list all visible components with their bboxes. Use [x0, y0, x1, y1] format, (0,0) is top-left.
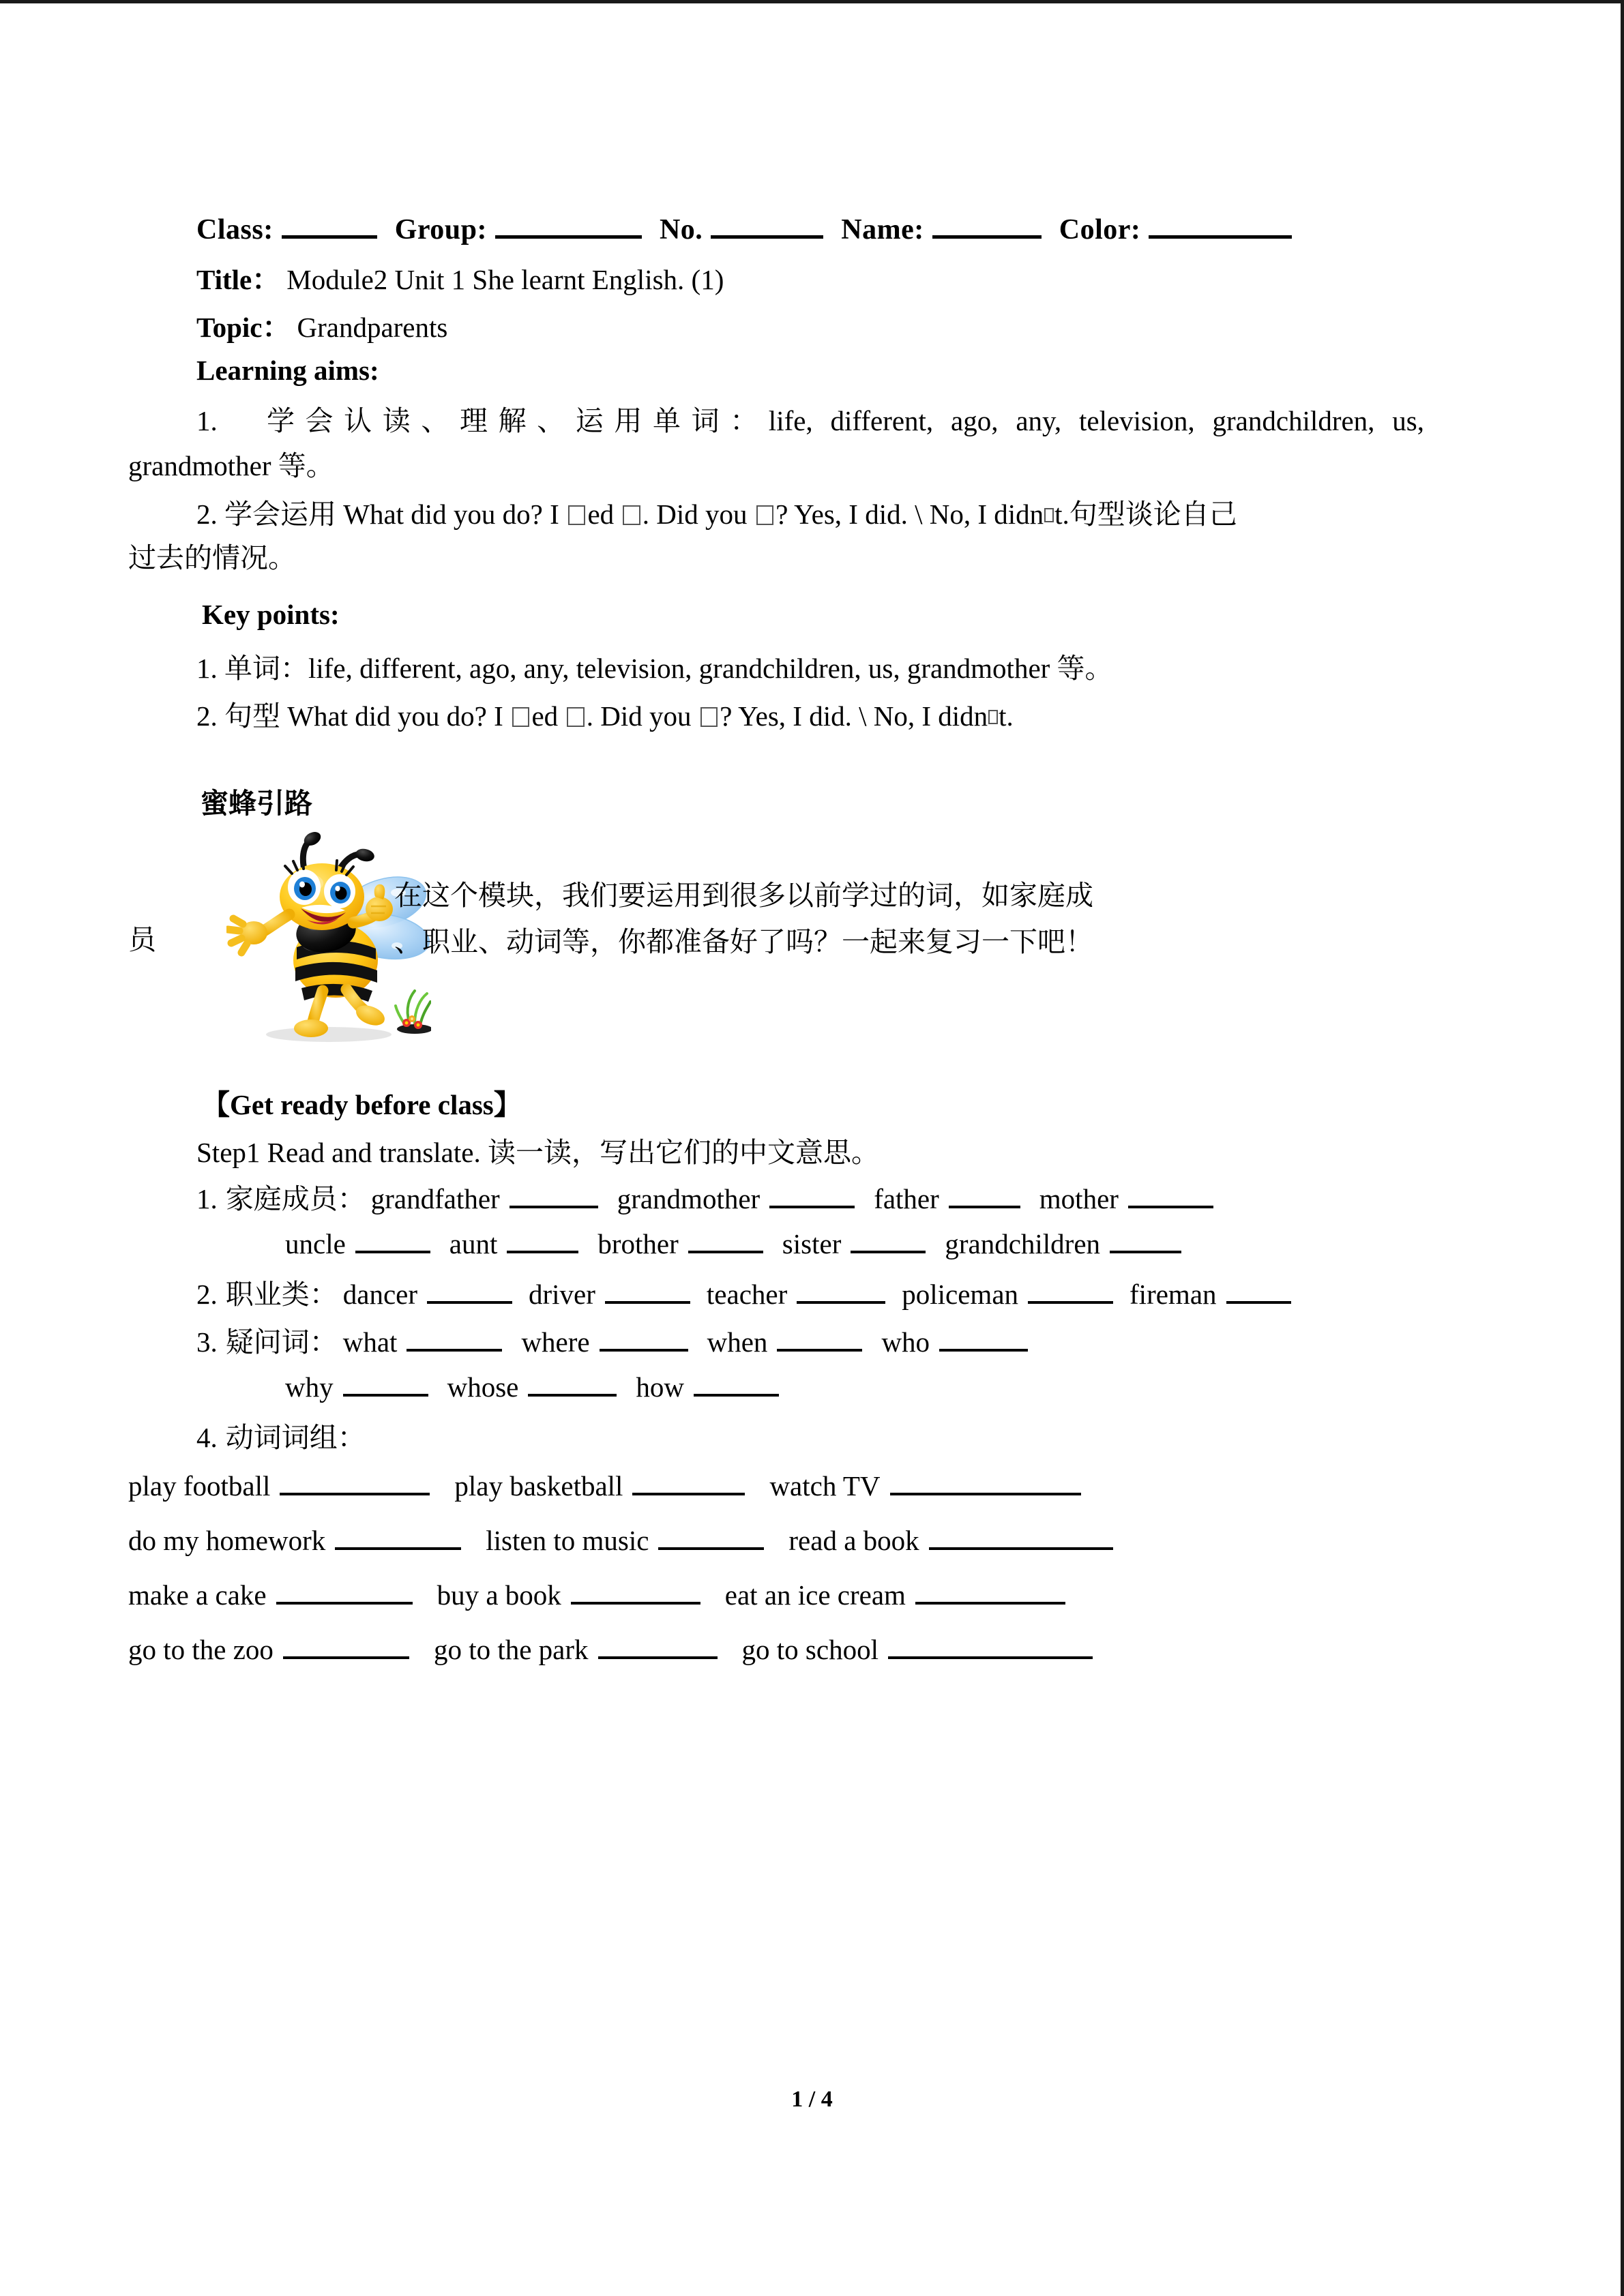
- exercise-word: go to the zoo: [128, 1633, 274, 1665]
- page-footer: [0, 2087, 1624, 2113]
- answer-blank[interactable]: [632, 1466, 745, 1495]
- exercise-word: teacher: [706, 1279, 788, 1310]
- title-row: [196, 257, 724, 297]
- exercise-word: listen to music: [486, 1524, 649, 1556]
- answer-blank[interactable]: [507, 1224, 578, 1253]
- answer-blank[interactable]: [939, 1322, 1028, 1352]
- answer-blank[interactable]: [276, 1575, 413, 1605]
- answer-blank[interactable]: [658, 1521, 764, 1550]
- bee-text-line-1: 在这个模块，我们要运用到很多以前学过的词，如家庭成: [394, 880, 1093, 911]
- exercise-word: read a book: [788, 1524, 919, 1556]
- verb-phrase-row-4: [128, 1630, 1094, 1666]
- header-field-label-3: Name:: [841, 213, 924, 245]
- answer-blank[interactable]: [571, 1575, 700, 1605]
- answer-blank[interactable]: [283, 1630, 409, 1659]
- exercise-word: fireman: [1130, 1279, 1217, 1310]
- exercise-category: 动词词组：: [225, 1422, 366, 1453]
- bee-text-prefix: 员: [128, 924, 156, 955]
- answer-blank[interactable]: [851, 1224, 926, 1253]
- answer-blank[interactable]: [1028, 1274, 1113, 1304]
- answer-blank[interactable]: [427, 1274, 512, 1304]
- header-field-blank-1[interactable]: [495, 208, 642, 239]
- exercise-1-row-1: [196, 1176, 1215, 1217]
- page-number: 1 / 4: [791, 2087, 833, 2112]
- answer-blank[interactable]: [280, 1466, 430, 1495]
- topic-label: Topic：: [196, 312, 291, 343]
- missing-glyph-box: [623, 505, 640, 525]
- topic-row: [196, 305, 447, 345]
- header-field-label-0: Class:: [196, 213, 274, 245]
- exercise-word: uncle: [285, 1227, 346, 1259]
- answer-blank[interactable]: [1226, 1274, 1291, 1304]
- exercise-word: what: [342, 1326, 398, 1358]
- exercise-4-heading: [196, 1415, 366, 1455]
- exercise-word: go to school: [741, 1633, 879, 1665]
- aim2-part1: 2. 学会运用 What did you do? I: [196, 498, 567, 530]
- learning-aims-item-2-cont: 过去的情况。: [128, 542, 296, 573]
- answer-blank[interactable]: [407, 1322, 502, 1352]
- key2-part1: 2. 句型 What did you do? I: [196, 700, 511, 732]
- exercise-3-row-1: [196, 1320, 1029, 1360]
- missing-glyph-box: [756, 505, 773, 525]
- header-field-blank-0[interactable]: [282, 208, 377, 239]
- missing-glyph-box: [567, 707, 584, 727]
- answer-blank[interactable]: [797, 1274, 885, 1304]
- header-field-label-2: No.: [659, 213, 703, 245]
- step1-instruction: Step1 Read and translate. 读一读，写出它们的中文意思。: [196, 1137, 879, 1168]
- missing-glyph-box: [512, 707, 529, 727]
- answer-blank[interactable]: [890, 1466, 1081, 1495]
- topic-value: Grandparents: [297, 312, 448, 343]
- exercise-word: eat an ice cream: [724, 1579, 906, 1611]
- key2-part4: ? Yes, I did. \ No, I didn: [720, 700, 988, 732]
- exercise-word: do my homework: [128, 1524, 326, 1556]
- verb-phrase-row-3: [128, 1575, 1067, 1611]
- exercise-number: 1.: [196, 1183, 218, 1214]
- learning-aims-item-2: [196, 494, 1431, 534]
- exercise-word: grandchildren: [945, 1227, 1101, 1259]
- exercise-word: make a cake: [128, 1579, 267, 1611]
- exercise-word: why: [285, 1371, 334, 1403]
- answer-blank[interactable]: [605, 1274, 690, 1304]
- answer-blank[interactable]: [929, 1521, 1113, 1550]
- header-field-label-4: Color:: [1059, 213, 1141, 245]
- exercise-word: buy a book: [437, 1579, 561, 1611]
- key-points-item-2: [196, 694, 1014, 734]
- exercise-word: aunt: [449, 1227, 498, 1259]
- exercise-word: go to the park: [433, 1633, 589, 1665]
- key2-part2: ed: [531, 700, 565, 732]
- answer-blank[interactable]: [600, 1322, 688, 1352]
- exercise-word: when: [707, 1326, 768, 1358]
- answer-blank[interactable]: [343, 1367, 428, 1397]
- exercise-number: 3.: [196, 1326, 218, 1358]
- missing-glyph-box: [700, 707, 718, 727]
- aim2-part2: ed: [587, 498, 621, 530]
- aim2-part3: . Did you: [642, 498, 754, 530]
- exercise-category: 疑问词：: [225, 1326, 338, 1358]
- header-field-blank-3[interactable]: [932, 208, 1042, 239]
- exercise-word: play football: [128, 1470, 271, 1502]
- exercise-category: 职业类：: [225, 1279, 338, 1310]
- exercise-word: father: [874, 1183, 939, 1214]
- exercise-3-row-2: [285, 1367, 780, 1403]
- answer-blank[interactable]: [769, 1179, 855, 1208]
- answer-blank[interactable]: [598, 1630, 718, 1659]
- answer-blank[interactable]: [888, 1630, 1093, 1659]
- exercise-word: grandmother: [617, 1183, 761, 1214]
- exercise-number: 4.: [196, 1422, 218, 1453]
- exercise-word: grandfather: [370, 1183, 500, 1214]
- exercise-word: policeman: [902, 1279, 1019, 1310]
- exercise-word: dancer: [342, 1279, 417, 1310]
- aim2-part4: ? Yes, I did. \ No, I didn: [776, 498, 1044, 530]
- exercise-word: watch TV: [769, 1470, 881, 1502]
- header-field-blank-4[interactable]: [1149, 208, 1292, 239]
- missing-glyph-box: [568, 505, 585, 525]
- exercise-word: how: [636, 1371, 684, 1403]
- verb-phrase-row-1: [128, 1466, 1082, 1502]
- exercise-2-row-1: [196, 1272, 1293, 1312]
- learning-aims-item-1: 1. 学会认读、理解、运用单词：life, different, ago, any, television, grandchildren, us,: [196, 405, 1424, 436]
- answer-blank[interactable]: [777, 1322, 862, 1352]
- answer-blank[interactable]: [688, 1224, 763, 1253]
- header-field-blank-2[interactable]: [711, 208, 823, 239]
- missing-apostrophe-box: [988, 710, 998, 724]
- exercise-word: play basketball: [454, 1470, 623, 1502]
- verb-phrase-row-2: [128, 1521, 1114, 1557]
- answer-blank[interactable]: [949, 1179, 1020, 1208]
- answer-blank[interactable]: [510, 1179, 598, 1208]
- key2-part5: t.: [999, 700, 1014, 732]
- exercise-word: brother: [597, 1227, 679, 1259]
- bee-text-line-2: 、职业、动词等，你都准备好了吗？一起来复习一下吧！: [394, 926, 1093, 957]
- title-label: Title：: [196, 264, 280, 295]
- exercise-word: mother: [1039, 1183, 1119, 1214]
- header-field-label-1: Group:: [394, 213, 487, 245]
- get-ready-heading: 【Get ready before class】: [202, 1089, 522, 1120]
- student-info-header: [196, 208, 1293, 246]
- answer-blank[interactable]: [694, 1367, 779, 1397]
- exercise-word: where: [521, 1326, 590, 1358]
- exercise-category: 家庭成员：: [225, 1183, 366, 1214]
- answer-blank[interactable]: [335, 1521, 461, 1550]
- aim2-part5: t.句型谈论自己: [1054, 498, 1237, 530]
- exercise-word: sister: [782, 1227, 842, 1259]
- exercise-word: who: [881, 1326, 930, 1358]
- answer-blank[interactable]: [915, 1575, 1065, 1605]
- title-value: Module2 Unit 1 She learnt English. (1): [286, 264, 724, 295]
- exercise-1-row-2: [285, 1224, 1183, 1260]
- key2-part3: . Did you: [586, 700, 698, 732]
- key-points-heading: Key points:: [202, 599, 340, 630]
- answer-blank[interactable]: [355, 1224, 430, 1253]
- bee-section-title: 蜜蜂引路: [201, 788, 312, 819]
- exercise-word: driver: [529, 1279, 595, 1310]
- answer-blank[interactable]: [1128, 1179, 1213, 1208]
- learning-aims-heading: Learning aims:: [196, 355, 379, 386]
- exercise-word: whose: [447, 1371, 519, 1403]
- answer-blank[interactable]: [528, 1367, 617, 1397]
- key-points-item-1: 1. 单词：life, different, ago, any, television, grandchildren, us, grandmother 等。: [196, 653, 1113, 684]
- missing-apostrophe-box: [1044, 508, 1054, 522]
- learning-aims-item-1-cont: grandmother 等。: [128, 450, 334, 481]
- answer-blank[interactable]: [1110, 1224, 1181, 1253]
- exercise-number: 2.: [196, 1279, 218, 1310]
